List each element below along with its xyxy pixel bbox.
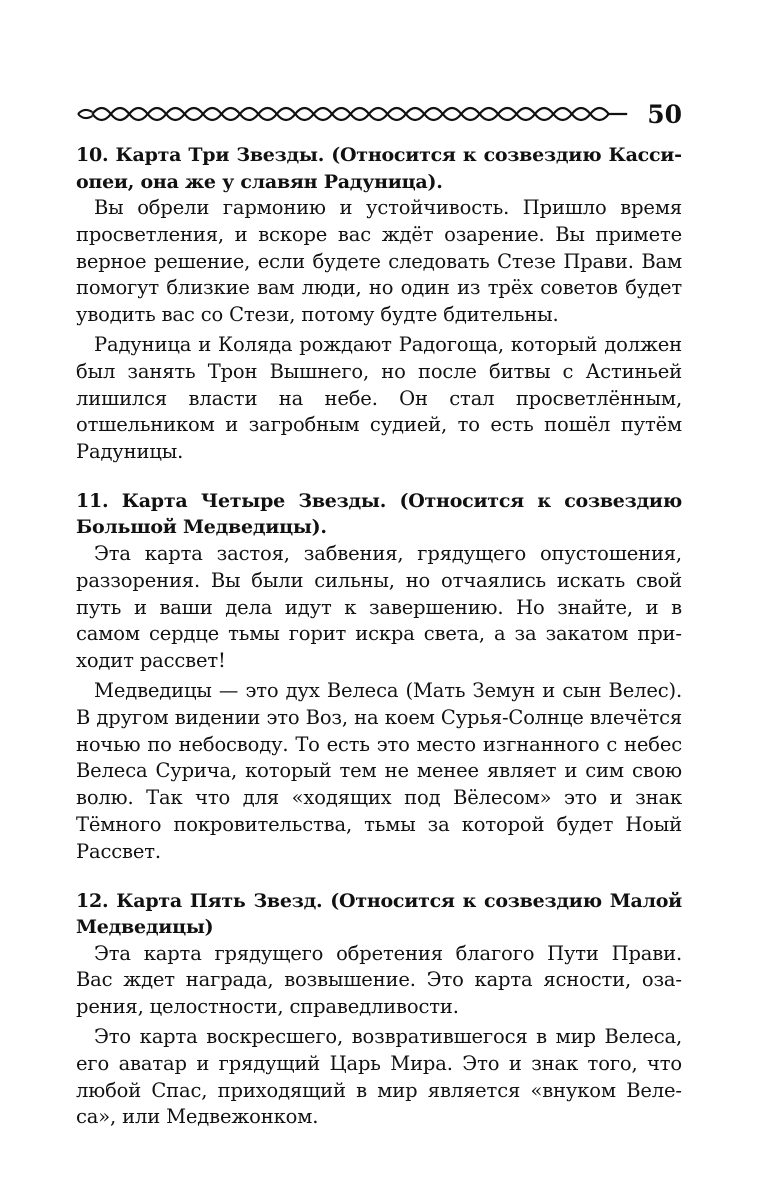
section-card-three-stars — [76, 142, 682, 466]
braided-rule-ornament-icon — [76, 104, 629, 124]
paragraph: Радуница и Коляда рождают Радогоща, который должен был занять Трон Вышнего, но после битвы с Астиньей лишился власти на небе. Он стал просветлённым, отшельником и загробным судией, то есть пошёл путём Радуницы. — [76, 332, 682, 464]
paragraph: Это карта воскресшего, возвратившегося в мир Велеса, его аватар и грядущий Царь Мира. Это и знак того, что любой Спас, приходящий в мир является «внуком Велеса», или Медвежонком. — [76, 1024, 682, 1129]
page-number: 50 — [647, 99, 682, 129]
section-card-four-stars — [76, 488, 682, 866]
paragraph: Медведицы — это дух Велеса (Мать Земун и сын Велес). В другом видении это Воз, на коем Сурья-Солнце влечётся ночью по небосводу. То есть это место изгнанного с небес Велеса Сурича, который тем не менее являет и сим свою волю. Так что для «ходящих под Вёлесом» это и знак Тёмного покровительства, тьмы за которой будет Ноый Рассвет. — [76, 678, 682, 863]
section-heading: 12. Карта Пять Звезд. (Относится к созвездию Малой Медведицы) — [76, 889, 682, 939]
section-heading: 10. Карта Три Звезды. (Относится к созвездию Кассиопеи, она же у славян Радуница). — [76, 144, 682, 193]
page-header — [76, 96, 682, 132]
section-heading: 11. Карта Четыре Звезды. (Относится к созвездию Большой Медведицы). — [76, 489, 682, 539]
paragraph: Эта карта застоя, забвения, грядущего опустошения, раззорения. Вы были сильны, но отчаялись искать свой путь и ваши дела идут к завершению. Но знайте, и в самом сердце тьмы горит искра света, а за закатом приходит рассвет! — [76, 541, 682, 673]
section-card-five-stars — [76, 888, 682, 1132]
book-page — [76, 96, 682, 1153]
paragraph: Вы обрели гармонию и устойчивость. Пришло время просветления, и вскоре вас ждёт озарение. Вы примете верное решение, если будете следовать Стезе Прави. Вам помогут близкие вам люди, но один из трёх советов будет уводить вас со Стези, потому будте бдительны. — [76, 196, 682, 327]
paragraph: Эта карта грядущего обретения благого Пути Прави. Вас ждет награда, возвышение. Это карта ясности, озарения, целостности, справедливости. — [76, 941, 682, 1019]
